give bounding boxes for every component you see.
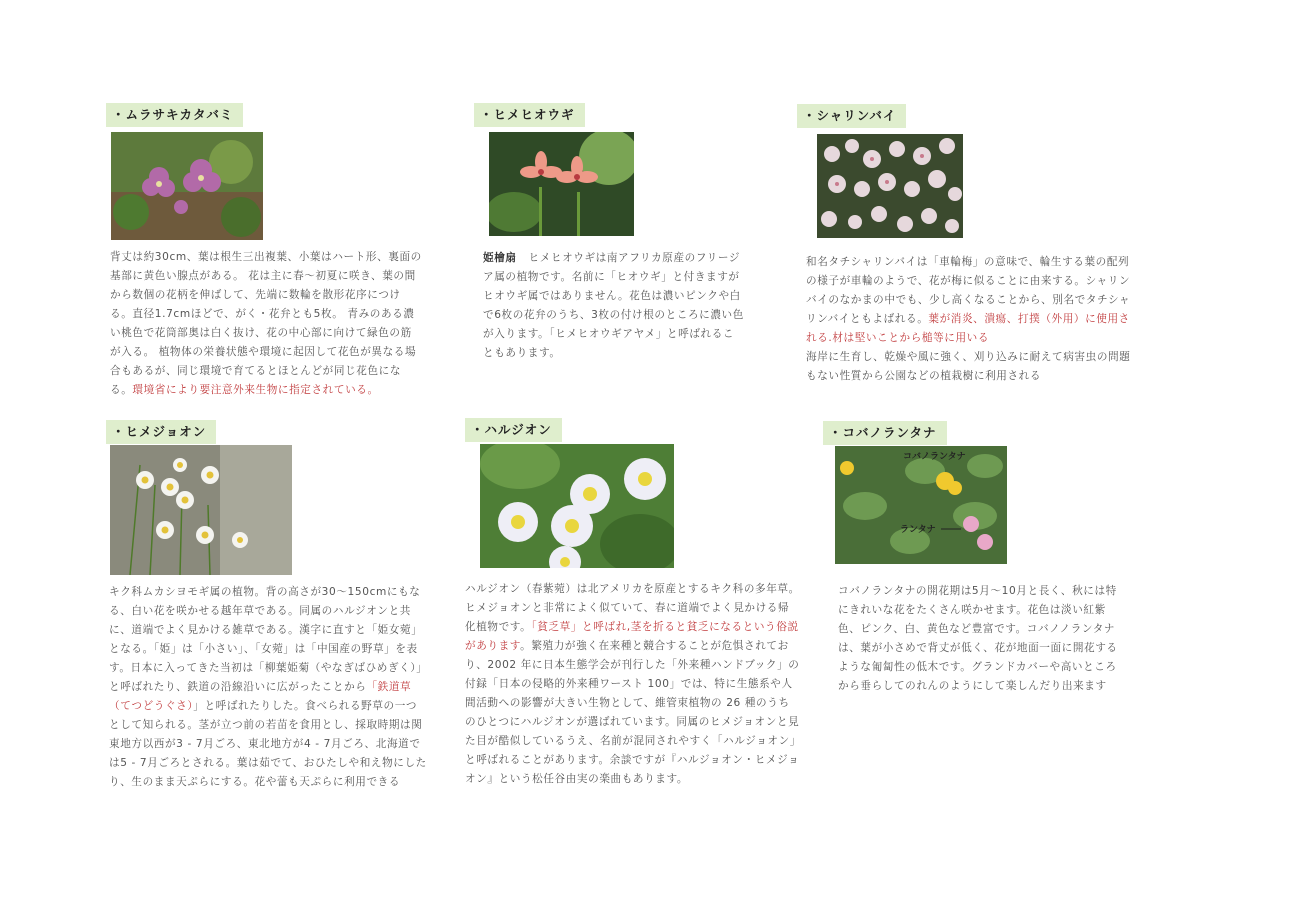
plant-title-sharinbai: ・シャリンバイ — [797, 104, 906, 128]
kanji-name: 姫檜扇 — [483, 252, 517, 264]
plant-desc-himejoon: キク科ムカシヨモギ属の植物。背の高さが30～150cmにもなる、白い花を咲かせる越年草である。同属のハルジオンと共に、道端でよく見かける雑草である。漢字に直すと「姫女菀」となる。「姫」は「小さい」、「女菀」は「中国産の野草」を表す。日本に入ってきた当初は「柳葉姫菊（やなぎばひめぎく）」と呼ばれたり、鉄道の沿線沿いに広がったことから「鉄道草（てつどうぐさ）」と呼ばれたりした。食べられる野草の一つとして知られる。茎が立つ前の若苗を食用とし、採取時期は関東地方以西が3 - 7月ごろ、東北地方が4 - 7月ごろ、北海道では5 - 7月ごろとされる。葉は茹でて、おひたしや和え物にしたり、生のまま天ぷらにする。花や蕾も天ぷらに利用できる — [109, 586, 427, 788]
poverty-grass-text: 「貧乏草」と呼ばれ,茎を折ると貧乏になるという俗説があります — [465, 621, 799, 652]
lantana-flowers-photo — [835, 446, 1007, 564]
photo-label-kobanorantana: コバノランタナ — [903, 452, 966, 462]
white-daisy-fleabane-photo — [110, 445, 292, 575]
warning-text: 環境省により要注意外来生物に指定されている。 — [132, 384, 379, 396]
plant-desc-harujion: ハルジオン（春紫菀）は北アメリカを原産とするキク科の多年草。ヒメジョオンと非常によく似ていて、春に道端でよく見かける帰化植物です。「貧乏草」と呼ばれ,茎を折ると貧乏になるという俗説があります。繁殖力が強く在来種と競合することが危惧されており、2002 年に日本生態学会が刊行した「外来種ハンドブック」の付録「日本の侵略的外来種ワースト 100」では、特に生態系や人間活動への影響が大きい生物として、維管束植物の 26 種のうちのひとつにハルジオンが選ばれています。同属のヒメジョオンと見た目が酷似しているうえ、名前が混同されやすく「ハルジョオン」と呼ばれることがあります。余談ですが『ハルジョオン・ヒメジョオン』という松任谷由実の楽曲もあります。 — [465, 583, 800, 785]
railway-grass-text: 「鉄道草（てつどうぐさ） — [109, 681, 412, 712]
harujion-fleabane-photo — [480, 444, 674, 568]
plant-title-harujion: ・ハルジオン — [465, 418, 562, 442]
plant-title-himejoon: ・ヒメジョオン — [106, 420, 216, 444]
pink-freesia-flowers-photo — [489, 132, 634, 236]
plant-desc-sharinbai: 和名タチシャリンバイは「車輪梅」の意味で、輪生する葉の配列の様子が車輪のようで、花が梅に似ることに由来する。シャリンバイのなかまの中でも、少し高くなることから、別名でタチシャリンバイともよばれる。葉が消炎、潰瘍、打撲（外用）に使用される.材は堅いことから槌等に用いる 海岸に生育し、乾燥や風に強く、刈り込みに耐えて病害虫の問題もない性質から公園などの植栽樹に利用される — [806, 256, 1131, 382]
photo-label-rantana: ランタナ — [900, 525, 936, 535]
plant-desc-murasakikatabami: 背丈は約30cm、葉は根生三出複葉、小葉はハート形、裏面の基部に黄色い腺点がある。 花は主に春～初夏に咲き、葉の間から数個の花柄を伸ばして、先端に数輪を散形花序につける。直径1.7cmほどで、がく・花弁とも5枚。 青みのある濃い桃色で花筒部奥は白く抜け、花の中心部に向けて緑色の筋が入る。 植物体の栄養状態や環境に起因して花色が異なる場合もあるが、同じ環境で育てるとほとんどが同じ花色になる。環境省により要注意外来生物に指定されている。 — [110, 251, 422, 396]
medicinal-use-text: 葉が消炎、潰瘍、打撲（外用）に使用される.材は堅いことから槌等に用いる — [806, 313, 1130, 344]
pink-oxalis-flowers-photo — [111, 132, 263, 240]
white-rhaphiolepis-flowers-photo — [817, 134, 963, 238]
plant-desc-himehiougi: 姫檜扇 ヒメヒオウギは南アフリカ原産のフリージア属の植物です。名前に「ヒオウギ」と付きますがヒオウギ属ではありません。花色は濃いピンクや白で6枚の花弁のうち、3枚の付け根のところに濃い色が入ります。「ヒメヒオウギアヤメ」と呼ばれることもあります。 — [483, 252, 744, 359]
plant-title-kobanorantana: ・コバノランタナ — [823, 421, 947, 445]
plant-title-murasakikatabami: ・ムラサキカタバミ — [106, 103, 243, 127]
plant-desc-kobanorantana: コバノランタナの開花期は5月～10月と長く、秋には特にきれいな花をたくさん咲かせます。花色は淡い紅紫色、ピンク、白、黄色など豊富です。コバノノランタナは、葉が小さめで背丈が低く、花が地面一面に開花するような匍匐性の低木です。グランドカバーや高いところから垂らしてのれんのようにして楽しんだり出来ます — [838, 585, 1118, 692]
plant-title-himehiougi: ・ヒメヒオウギ — [474, 103, 585, 127]
